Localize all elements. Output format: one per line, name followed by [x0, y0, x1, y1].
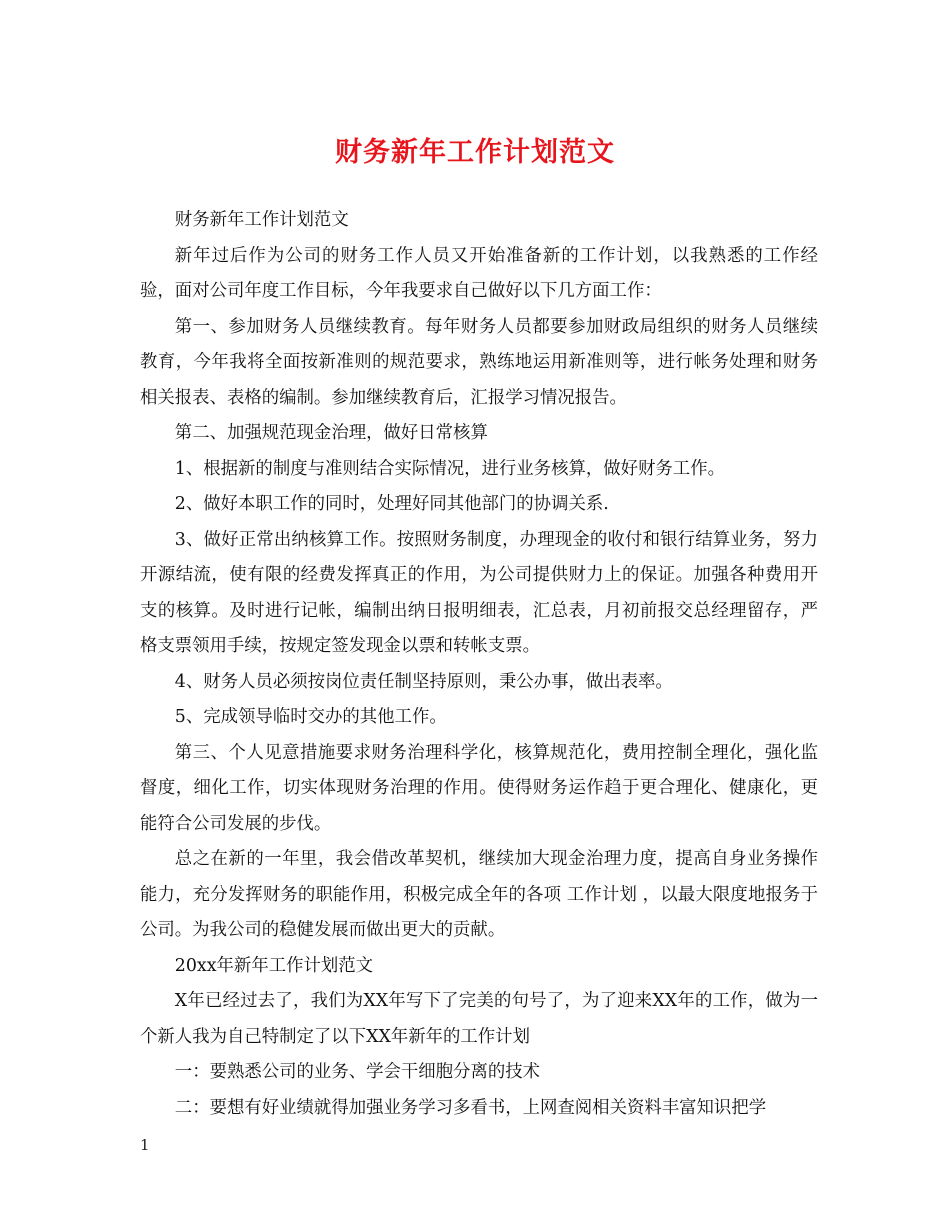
paragraph: 一：要熟悉公司的业务、学会干细胞分离的技术: [174, 1062, 541, 1082]
paragraph: 第一、参加财务人员继续教育。每年财务人员都要参加财政局组织的财务人员继续教育，今年我将全面按新准则的规范要求，熟练地运用新准则等，进行帐务处理和财务相关报表、表格的编制。参加继续教育后，汇报学习情况报告。: [140, 316, 818, 408]
paragraph: 20xx年新年工作计划范文: [174, 955, 374, 976]
paragraph: 1、根据新的制度与准则结合实际情况，进行业务核算，做好财务工作。: [174, 458, 725, 479]
paragraph: 第三、个人见意措施要求财务治理科学化，核算规范化，费用控制全理化，强化监督度，细化工作，切实体现财务治理的作用。使得财务运作趋于更合理化、健康化，更能符合公司发展的步伐。: [140, 742, 818, 834]
paragraph: 4、财务人员必须按岗位责任制坚持原则，秉公办事，做出表率。: [174, 671, 673, 692]
paragraph: 第二、加强规范现金治理，做好日常核算: [174, 423, 488, 443]
document-body: [140, 203, 818, 1126]
paragraph: 总之在新的一年里，我会借改革契机，继续加大现金治理力度，提高自身业务操作能力，充分发挥财务的职能作用，积极完成全年的各项 工作计划 ，以最大限度地报务于公司。为我公司的稳健发展而做出更大的贡献。: [140, 849, 818, 940]
paragraph: 新年过后作为公司的财务工作人员又开始准备新的工作计划，以我熟悉的工作经验，面对公司年度工作目标，今年我要求自己做好以下几方面工作：: [140, 245, 818, 301]
paragraph: 2、做好本职工作的同时，处理好同其他部门的协调关系.: [174, 494, 609, 514]
paragraph: 3、做好正常出纳核算工作。按照财务制度，办理现金的收付和银行结算业务，努力开源结流，使有限的经费发挥真正的作用，为公司提供财力上的保证。加强各种费用开支的核算。及时进行记帐，编制出纳日报明细表，汇总表，月初前报交总经理留存，严格支票领用手续，按规定签发现金以票和转帐支票。: [140, 529, 818, 656]
paragraph: X年已经过去了，我们为XX年写下了完美的句号了，为了迎来XX年的工作，做为一个新人我为自己特制定了以下XX年新年的工作计划: [140, 991, 818, 1047]
paragraph: 二：要想有好业绩就得加强业务学习多看书，上网查阅相关资料丰富知识把学: [174, 1097, 767, 1118]
page-number: 1: [140, 1136, 150, 1154]
paragraph: 财务新年工作计划范文: [174, 210, 349, 230]
paragraph: 5、完成领导临时交办的其他工作。: [174, 707, 447, 727]
document-title: 财务新年工作计划范文: [335, 137, 615, 168]
